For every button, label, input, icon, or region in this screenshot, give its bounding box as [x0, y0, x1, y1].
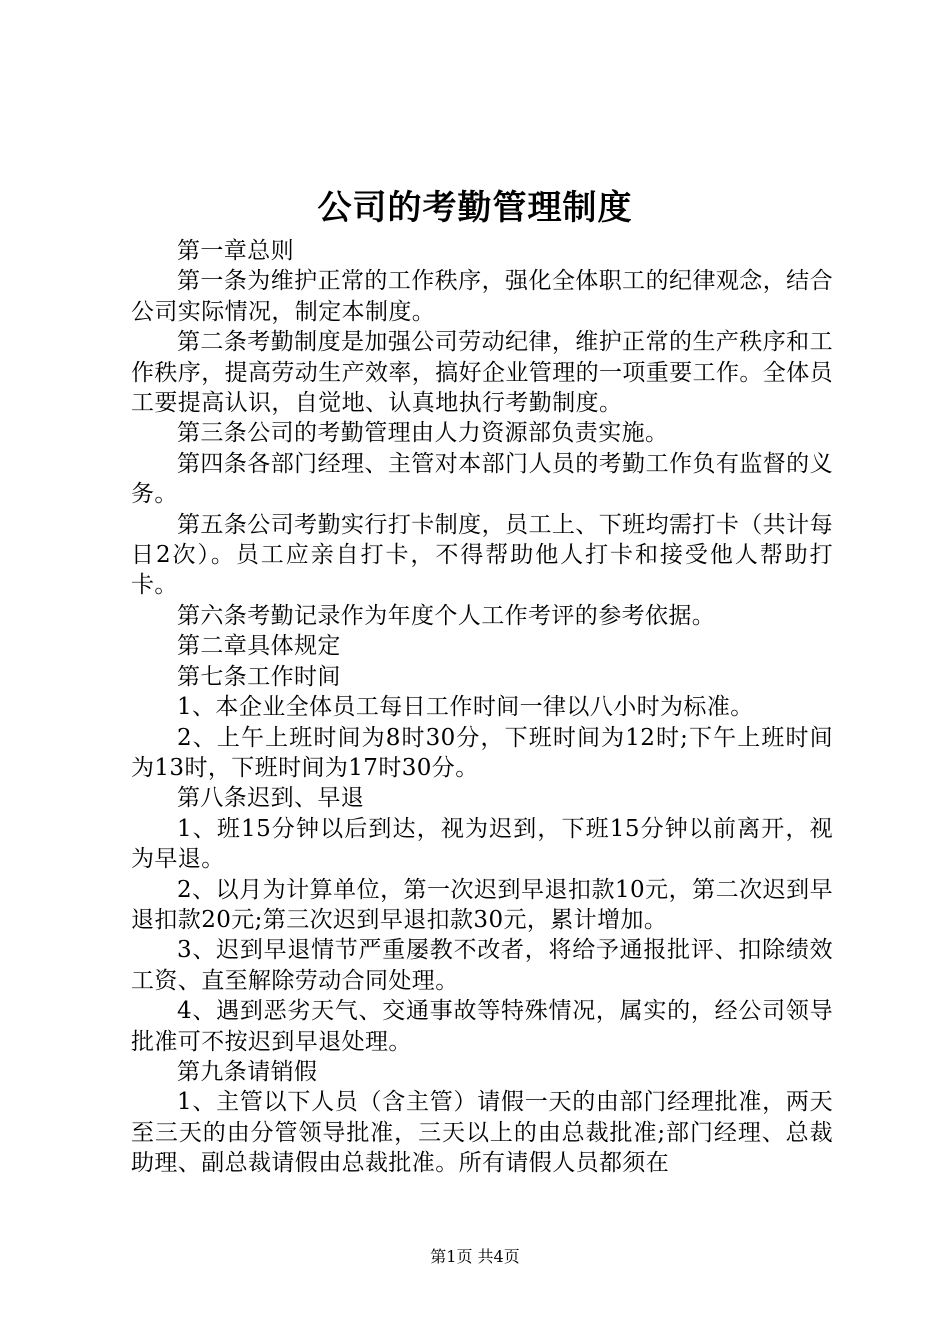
page-number: 第1页 共4页 [430, 1247, 520, 1266]
chapter-heading: 第一章总则 [177, 238, 294, 264]
article-paragraph: 第四条各部门经理、主管对本部门人员的考勤工作负有监督的义务。 [131, 450, 833, 508]
clause-paragraph: 1、班15分钟以后到达，视为迟到，下班15分钟以前离开，视为早退。 [131, 815, 833, 873]
article-paragraph: 第八条迟到、早退 [177, 785, 365, 812]
clause-paragraph: 2、以月为计算单位，第一次迟到早退扣款10元，第二次迟到早退扣款20元;第三次迟到早退扣款30元，累计增加。 [131, 876, 833, 933]
article-paragraph: 第七条工作时间 [177, 663, 341, 690]
clause-paragraph: 3、迟到早退情节严重屡教不改者，将给予通报批评、扣除绩效工资、直至解除劳动合同处理。 [131, 937, 833, 994]
article-paragraph: 第一条为维护正常的工作秩序，强化全体职工的纪律观念，结合公司实际情况，制定本制度。 [131, 268, 833, 325]
article-paragraph: 第六条考勤记录作为年度个人工作考评的参考依据。 [177, 602, 716, 629]
article-paragraph: 第九条请销假 [177, 1058, 318, 1085]
article-paragraph: 第三条公司的考勤管理由人力资源部负责实施。 [177, 420, 669, 447]
article-paragraph: 第五条公司考勤实行打卡制度，员工上、下班均需打卡（共计每日2次）。员工应亲自打卡，不得帮助他人打卡和接受他人帮助打卡。 [131, 511, 833, 599]
article-paragraph: 第二条考勤制度是加强公司劳动纪律，维护正常的生产秩序和工作秩序，提高劳动生产效率，搞好企业管理的一项重要工作。全体员工要提高认识，自觉地、认真地执行考勤制度。 [131, 329, 833, 417]
document-title: 公司的考勤管理制度 [317, 188, 633, 228]
clause-paragraph: 4、遇到恶劣天气、交通事故等特殊情况，属实的，经公司领导批准可不按迟到早退处理。 [131, 998, 833, 1055]
clause-paragraph: 1、本企业全体员工每日工作时间一律以八小时为标准。 [177, 694, 754, 721]
chapter-heading: 第二章具体规定 [177, 633, 341, 660]
clause-paragraph: 1、主管以下人员（含主管）请假一天的由部门经理批准，两天至三天的由分管领导批准，三天以上的由总裁批准;部门经理、总裁助理、副总裁请假由总裁批准。所有请假人员都须在 [131, 1089, 833, 1177]
document-body [131, 236, 833, 1179]
clause-paragraph: 2、上午上班时间为8时30分，下班时间为12时;下午上班时间为13时，下班时间为17时30分。 [131, 724, 833, 781]
